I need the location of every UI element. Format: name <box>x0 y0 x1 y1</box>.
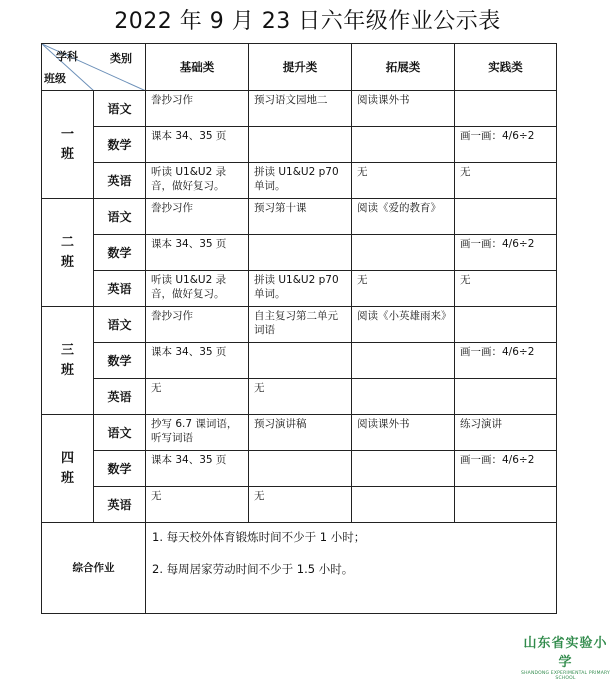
school-logo <box>518 632 613 681</box>
assignment-cell <box>249 451 352 487</box>
table-row <box>42 379 557 415</box>
assignment-cell: 誊抄习作 <box>146 91 249 127</box>
assignment-cell: 拼读 U1&U2 p70 单词。 <box>249 271 352 307</box>
assignment-cell: 无 <box>249 379 352 415</box>
class-name-cell <box>42 415 94 523</box>
homework-table <box>41 43 557 614</box>
assignment-cell: 阅读课外书 <box>352 91 455 127</box>
page-title: 2022 年 9 月 23 日六年级作业公示表 <box>114 9 501 34</box>
assignment-cell: 画一画：4/6÷2 <box>455 235 557 271</box>
subject-cell: 英语 <box>94 163 146 199</box>
subject-cell: 数学 <box>94 127 146 163</box>
assignment-cell <box>352 127 455 163</box>
assignment-cell <box>352 343 455 379</box>
class-name-top: 四 <box>60 450 74 466</box>
table-row <box>42 487 557 523</box>
class-name-bottom: 班 <box>60 362 74 378</box>
table-row <box>42 163 557 199</box>
assignment-cell <box>352 235 455 271</box>
assignment-cell: 课本 34、35 页 <box>146 235 249 271</box>
class-name-cell <box>42 91 94 199</box>
class-name-cell <box>42 307 94 415</box>
class-name-bottom: 班 <box>60 254 74 270</box>
assignment-cell: 画一画：4/6÷2 <box>455 127 557 163</box>
assignment-cell: 无 <box>249 487 352 523</box>
col-header-practice: 实践类 <box>455 44 557 91</box>
assignment-cell: 课本 34、35 页 <box>146 451 249 487</box>
col-header-extend: 拓展类 <box>352 44 455 91</box>
class-name-top: 二 <box>60 234 74 250</box>
assignment-cell <box>352 487 455 523</box>
assignment-cell: 画一画：4/6÷2 <box>455 343 557 379</box>
table-row <box>42 415 557 451</box>
assignment-cell: 无 <box>455 271 557 307</box>
summary-label: 综合作业 <box>42 523 146 614</box>
diag-label-category: 类别 <box>110 52 132 65</box>
diagonal-header-cell <box>42 44 146 91</box>
summary-item: 2. 每周居家劳动时间不少于 1.5 小时。 <box>152 562 354 576</box>
assignment-cell <box>352 451 455 487</box>
table-row <box>42 199 557 235</box>
table-row <box>42 307 557 343</box>
diag-label-subject: 学科 <box>56 50 78 63</box>
subject-cell: 数学 <box>94 451 146 487</box>
class-name-cell <box>42 199 94 307</box>
assignment-cell: 听读 U1&U2 录音，做好复习。 <box>146 163 249 199</box>
assignment-cell: 誊抄习作 <box>146 199 249 235</box>
assignment-cell <box>249 235 352 271</box>
assignment-cell: 无 <box>352 271 455 307</box>
table-row <box>42 127 557 163</box>
table-row <box>42 451 557 487</box>
assignment-cell: 拼读 U1&U2 p70 单词。 <box>249 163 352 199</box>
school-logo-cn: 山东省实验小学 <box>523 636 608 670</box>
class-name-top: 三 <box>60 342 74 358</box>
class-name-top: 一 <box>60 126 74 142</box>
assignment-cell: 无 <box>352 163 455 199</box>
assignment-cell: 预习演讲稿 <box>249 415 352 451</box>
assignment-cell <box>352 379 455 415</box>
assignment-cell: 自主复习第二单元词语 <box>249 307 352 343</box>
assignment-cell <box>249 343 352 379</box>
assignment-cell: 誊抄习作 <box>146 307 249 343</box>
assignment-cell <box>249 127 352 163</box>
table-row <box>42 235 557 271</box>
school-logo-en: SHANDONG EXPERIMENTAL PRIMARY SCHOOL <box>521 671 610 681</box>
assignment-cell: 阅读《小英雄雨来》 <box>352 307 455 343</box>
subject-cell: 英语 <box>94 487 146 523</box>
subject-cell: 语文 <box>94 199 146 235</box>
assignment-cell: 阅读课外书 <box>352 415 455 451</box>
assignment-cell: 阅读《爱的教育》 <box>352 199 455 235</box>
diag-label-class: 班级 <box>44 72 66 85</box>
assignment-cell: 听读 U1&U2 录音，做好复习。 <box>146 271 249 307</box>
table-row <box>42 271 557 307</box>
assignment-cell: 预习语文园地二 <box>249 91 352 127</box>
assignment-cell: 课本 34、35 页 <box>146 343 249 379</box>
subject-cell: 数学 <box>94 343 146 379</box>
subject-cell: 语文 <box>94 307 146 343</box>
summary-row <box>42 523 557 614</box>
header-row <box>42 44 557 91</box>
subject-cell: 数学 <box>94 235 146 271</box>
assignment-cell <box>455 307 557 343</box>
class-name-bottom: 班 <box>60 146 74 162</box>
subject-cell: 英语 <box>94 271 146 307</box>
assignment-cell <box>455 379 557 415</box>
assignment-cell <box>455 487 557 523</box>
table-row <box>42 91 557 127</box>
subject-cell: 英语 <box>94 379 146 415</box>
assignment-cell: 抄写 6.7 课词语，听写词语 <box>146 415 249 451</box>
assignment-cell: 无 <box>146 487 249 523</box>
subject-cell: 语文 <box>94 91 146 127</box>
class-name-bottom: 班 <box>60 470 74 486</box>
assignment-cell: 预习第十课 <box>249 199 352 235</box>
table-row <box>42 343 557 379</box>
summary-item: 1. 每天校外体育锻炼时间不少于 1 小时； <box>152 530 366 544</box>
assignment-cell: 课本 34、35 页 <box>146 127 249 163</box>
col-header-improve: 提升类 <box>249 44 352 91</box>
col-header-basic: 基础类 <box>146 44 249 91</box>
assignment-cell <box>455 199 557 235</box>
subject-cell: 语文 <box>94 415 146 451</box>
assignment-cell: 练习演讲 <box>455 415 557 451</box>
assignment-cell: 无 <box>146 379 249 415</box>
summary-body <box>146 523 557 614</box>
assignment-cell: 画一画：4/6÷2 <box>455 451 557 487</box>
assignment-cell <box>455 91 557 127</box>
assignment-cell: 无 <box>455 163 557 199</box>
